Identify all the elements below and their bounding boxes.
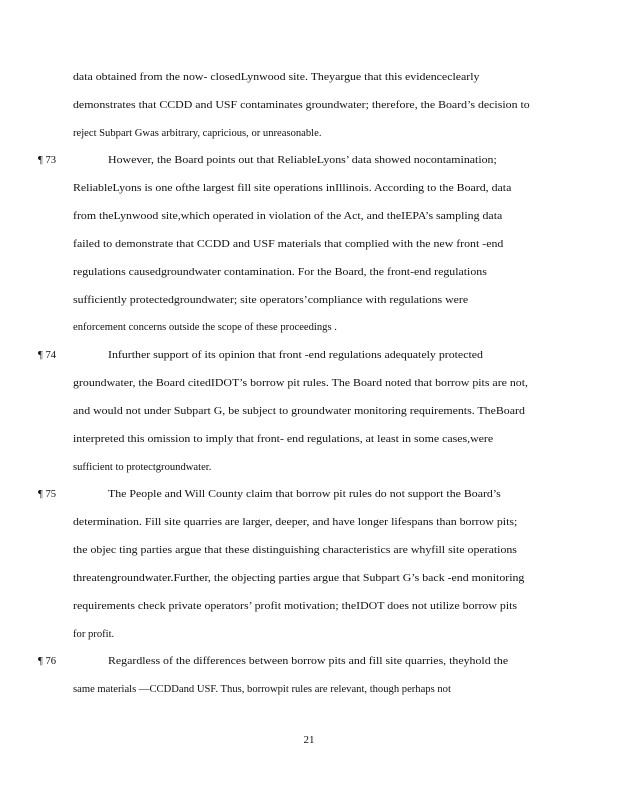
text-line: the objec ting parties argue that these distinguishing characteristics are whyfill site operations xyxy=(73,545,517,557)
text-line: threatengroundwater.Further, the objecting parties argue that Subpart G’s back -end monitoring xyxy=(73,572,525,584)
text-line: sufficiently protectedgroundwater; site operators’compliance with regulations were xyxy=(73,294,469,306)
paragraph-marker: ¶ 73 xyxy=(38,155,57,167)
text-line: groundwater, the Board citedIDOT’s borrow pit rules. The Board noted that borrow pits are not, xyxy=(73,378,529,390)
paragraph-marker: ¶ 74 xyxy=(38,350,57,362)
text-line: Infurther support of its opinion that front -end regulations adequately protected xyxy=(108,350,483,362)
text-line: data obtained from the now- closedLynwood site. Theyargue that this evidenceclearly xyxy=(73,72,480,83)
text-line: requirements check private operators’ profit motivation; theIDOT does not utilize borrow pits xyxy=(73,600,518,612)
text-line: failed to demonstrate that CCDD and USF materials that complied with the new front -end xyxy=(73,238,504,250)
text-line: Regardless of the differences between borrow pits and fill site quarries, theyhold the xyxy=(108,656,509,668)
text-line: reject Subpart Gwas arbitrary, capricious, or unreasonable. xyxy=(73,127,322,139)
text-line: regulations causedgroundwater contamination. For the Board, the front-end regulations xyxy=(73,266,487,278)
page-number: 21 xyxy=(303,734,315,746)
text-line: interpreted this omission to imply that front- end regulations, at least in some cases,were xyxy=(73,433,494,445)
text-line: from theLynwood site,which operated in violation of the Act, and theIEPA’s sampling data xyxy=(73,211,503,223)
text-line: sufficient to protectgroundwater. xyxy=(73,461,212,473)
text-line: determination. Fill site quarries are larger, deeper, and have longer lifespans than borrow pits; xyxy=(73,517,518,529)
text-line: ReliableLyons is one ofthe largest fill site operations inIllinois. According to the Board, data xyxy=(73,183,512,195)
text-line: and would not under Subpart G, be subject to groundwater monitoring requirements. TheBoard xyxy=(73,405,525,417)
text-line: same materials —CCDDand USF. Thus, borrowpit rules are relevant, though perhaps not xyxy=(73,684,451,696)
text-line: enforcement concerns outside the scope of these proceedings . xyxy=(73,322,337,334)
text-line: demonstrates that CCDD and USF contaminates groundwater; therefore, the Board’s decision to xyxy=(73,99,530,111)
text-line: The People and Will County claim that borrow pit rules do not support the Board’s xyxy=(108,489,501,501)
paragraph-marker: ¶ 75 xyxy=(38,489,57,501)
text-line: for profit. xyxy=(73,628,115,640)
text-line: However, the Board points out that ReliableLyons’ data showed nocontamination; xyxy=(108,155,497,167)
paragraph-marker: ¶ 76 xyxy=(38,656,57,668)
